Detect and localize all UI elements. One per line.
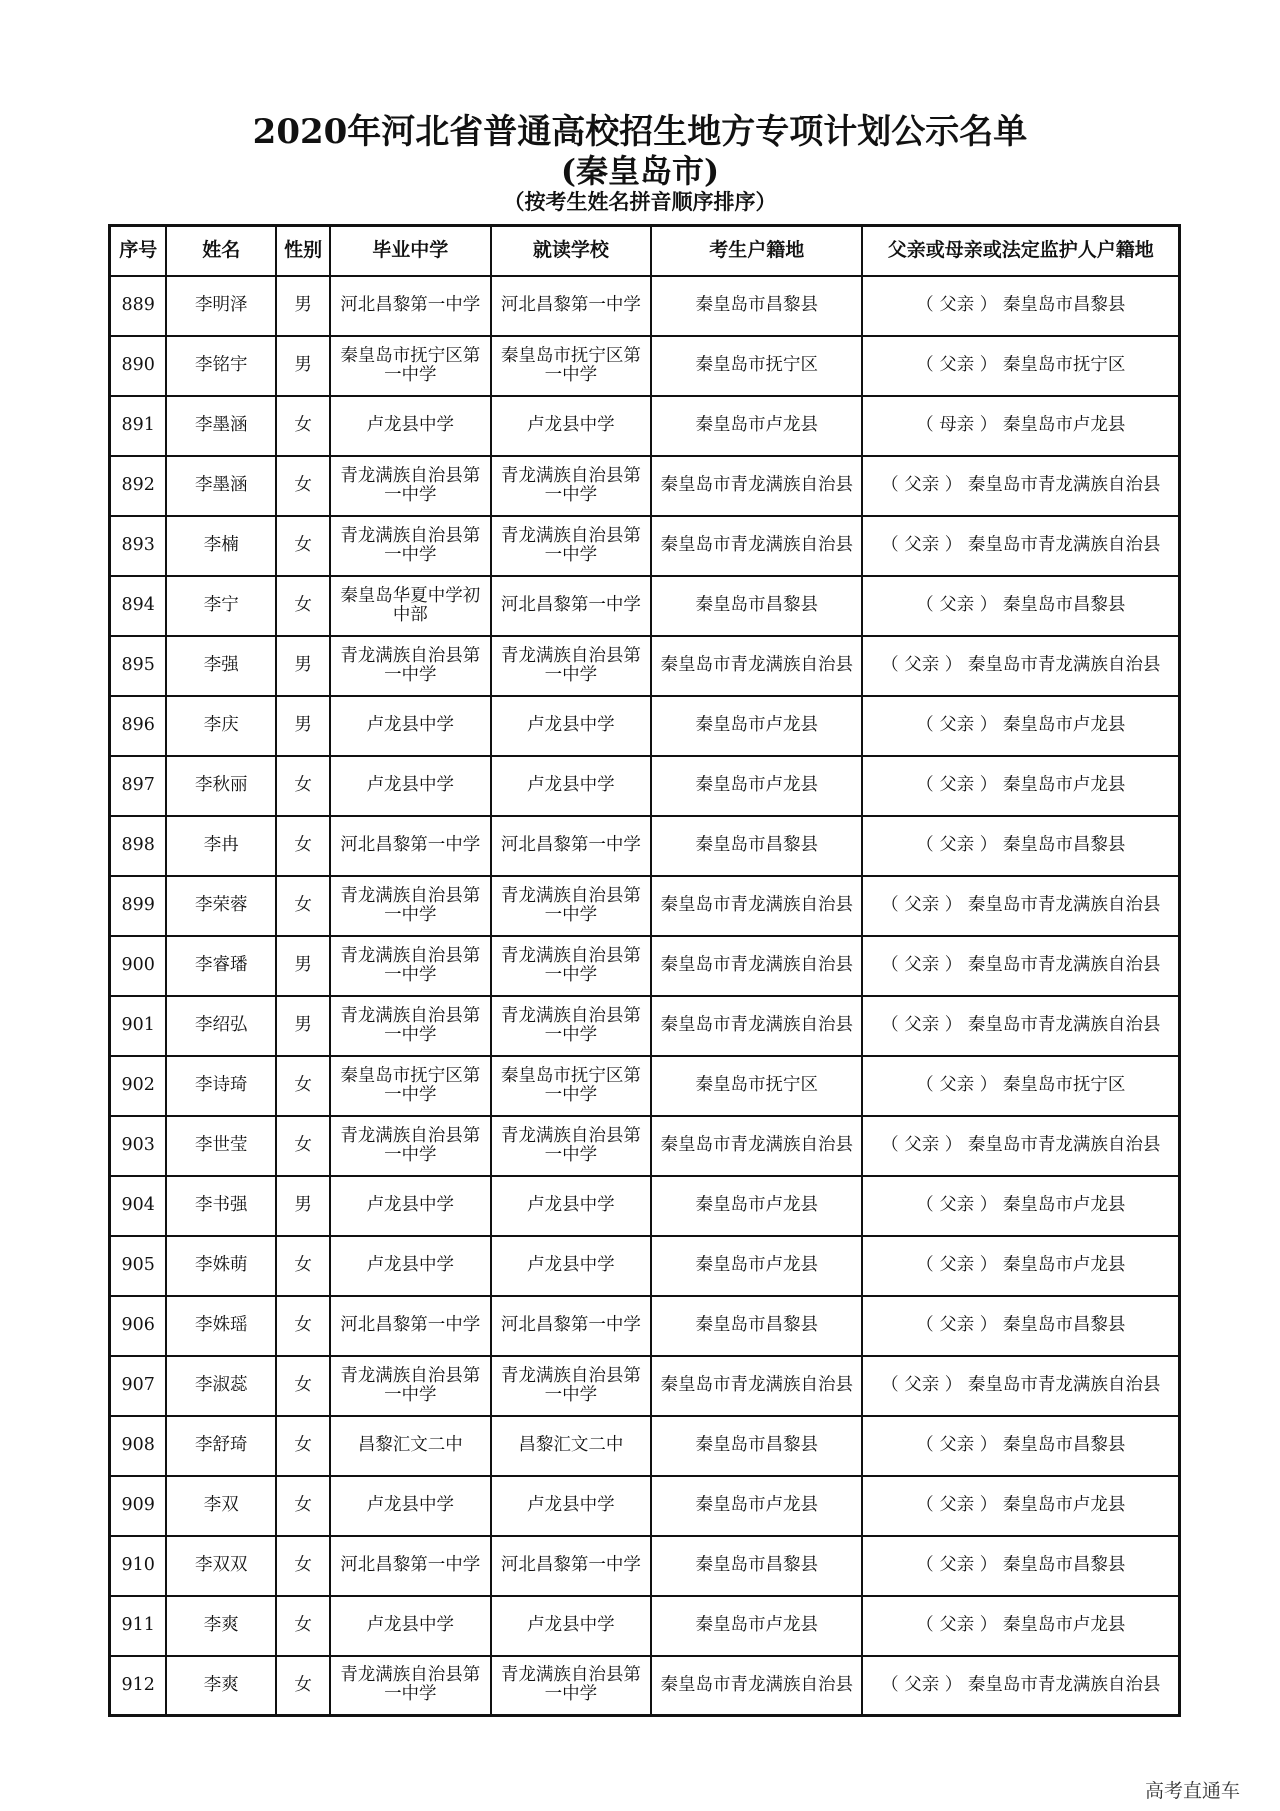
cell-current-school: 卢龙县中学: [491, 1176, 652, 1236]
cell-guardian-hukou: （ 父亲 ） 秦皇岛市卢龙县: [862, 756, 1179, 816]
cell-guardian-hukou: （ 父亲 ） 秦皇岛市卢龙县: [862, 1236, 1179, 1296]
cell-current-school: 青龙满族自治县第一中学: [491, 1116, 652, 1176]
cell-current-school: 卢龙县中学: [491, 396, 652, 456]
cell-current-school: 青龙满族自治县第一中学: [491, 936, 652, 996]
cell-seq: 899: [110, 876, 167, 936]
cell-seq: 910: [110, 1536, 167, 1596]
cell-student-hukou: 秦皇岛市卢龙县: [651, 1476, 862, 1536]
column-header-guardian-hukou: 父亲或母亲或法定监护人户籍地: [862, 226, 1179, 276]
cell-gender: 女: [276, 756, 330, 816]
cell-current-school: 河北昌黎第一中学: [491, 276, 652, 336]
table-row: [110, 1536, 1180, 1596]
column-header-current-school: 就读学校: [491, 226, 652, 276]
cell-current-school: 卢龙县中学: [491, 1596, 652, 1656]
cell-guardian-hukou: （ 父亲 ） 秦皇岛市昌黎县: [862, 576, 1179, 636]
cell-current-school: 青龙满族自治县第一中学: [491, 1656, 652, 1716]
cell-gender: 女: [276, 1056, 330, 1116]
table-row: [110, 1296, 1180, 1356]
cell-gender: 男: [276, 996, 330, 1056]
table-row: [110, 1356, 1180, 1416]
table-row: [110, 396, 1180, 456]
cell-gender: 女: [276, 576, 330, 636]
cell-guardian-hukou: （ 父亲 ） 秦皇岛市青龙满族自治县: [862, 1656, 1179, 1716]
cell-gender: 女: [276, 1656, 330, 1716]
table-header-row: [110, 226, 1180, 276]
cell-guardian-hukou: （ 父亲 ） 秦皇岛市昌黎县: [862, 1296, 1179, 1356]
cell-seq: 912: [110, 1656, 167, 1716]
cell-name: 李明泽: [166, 276, 276, 336]
cell-current-school: 河北昌黎第一中学: [491, 1296, 652, 1356]
cell-name: 李舒琦: [166, 1416, 276, 1476]
watermark-text: 高考直通车: [1144, 1780, 1240, 1802]
cell-gender: 女: [276, 456, 330, 516]
cell-name: 李双: [166, 1476, 276, 1536]
cell-graduate-school: 青龙满族自治县第一中学: [330, 936, 491, 996]
cell-student-hukou: 秦皇岛市昌黎县: [651, 1536, 862, 1596]
cell-guardian-hukou: （ 父亲 ） 秦皇岛市卢龙县: [862, 1596, 1179, 1656]
cell-gender: 女: [276, 396, 330, 456]
cell-guardian-hukou: （ 父亲 ） 秦皇岛市青龙满族自治县: [862, 876, 1179, 936]
cell-gender: 女: [276, 816, 330, 876]
column-header-graduate-school: 毕业中学: [330, 226, 491, 276]
cell-current-school: 青龙满族自治县第一中学: [491, 996, 652, 1056]
admission-list-table: [108, 224, 1181, 1717]
cell-student-hukou: 秦皇岛市青龙满族自治县: [651, 516, 862, 576]
cell-guardian-hukou: （ 父亲 ） 秦皇岛市青龙满族自治县: [862, 516, 1179, 576]
cell-seq: 895: [110, 636, 167, 696]
cell-current-school: 青龙满族自治县第一中学: [491, 516, 652, 576]
cell-seq: 896: [110, 696, 167, 756]
cell-student-hukou: 秦皇岛市抚宁区: [651, 1056, 862, 1116]
table-row: [110, 1416, 1180, 1476]
table-row: [110, 576, 1180, 636]
cell-seq: 902: [110, 1056, 167, 1116]
cell-student-hukou: 秦皇岛市青龙满族自治县: [651, 876, 862, 936]
cell-graduate-school: 卢龙县中学: [330, 396, 491, 456]
cell-name: 李姝萌: [166, 1236, 276, 1296]
cell-student-hukou: 秦皇岛市卢龙县: [651, 1176, 862, 1236]
cell-graduate-school: 青龙满族自治县第一中学: [330, 1116, 491, 1176]
cell-seq: 904: [110, 1176, 167, 1236]
table-row: [110, 1476, 1180, 1536]
cell-student-hukou: 秦皇岛市昌黎县: [651, 1416, 862, 1476]
cell-graduate-school: 青龙满族自治县第一中学: [330, 516, 491, 576]
table-row: [110, 1056, 1180, 1116]
cell-seq: 908: [110, 1416, 167, 1476]
cell-student-hukou: 秦皇岛市青龙满族自治县: [651, 996, 862, 1056]
cell-student-hukou: 秦皇岛市卢龙县: [651, 1596, 862, 1656]
cell-gender: 女: [276, 1536, 330, 1596]
table-row: [110, 516, 1180, 576]
table-row: [110, 1656, 1180, 1716]
cell-gender: 女: [276, 1236, 330, 1296]
cell-student-hukou: 秦皇岛市抚宁区: [651, 336, 862, 396]
cell-current-school: 卢龙县中学: [491, 696, 652, 756]
table-row: [110, 1236, 1180, 1296]
cell-guardian-hukou: （ 父亲 ） 秦皇岛市昌黎县: [862, 816, 1179, 876]
cell-seq: 903: [110, 1116, 167, 1176]
cell-seq: 911: [110, 1596, 167, 1656]
cell-gender: 男: [276, 936, 330, 996]
column-header-gender: 性别: [276, 226, 330, 276]
cell-student-hukou: 秦皇岛市昌黎县: [651, 1296, 862, 1356]
cell-name: 李强: [166, 636, 276, 696]
cell-current-school: 秦皇岛市抚宁区第一中学: [491, 1056, 652, 1116]
cell-gender: 女: [276, 1296, 330, 1356]
cell-student-hukou: 秦皇岛市昌黎县: [651, 816, 862, 876]
cell-gender: 女: [276, 1416, 330, 1476]
cell-name: 李双双: [166, 1536, 276, 1596]
cell-name: 李诗琦: [166, 1056, 276, 1116]
cell-guardian-hukou: （ 父亲 ） 秦皇岛市卢龙县: [862, 1176, 1179, 1236]
cell-student-hukou: 秦皇岛市青龙满族自治县: [651, 1656, 862, 1716]
cell-guardian-hukou: （ 父亲 ） 秦皇岛市抚宁区: [862, 1056, 1179, 1116]
cell-seq: 897: [110, 756, 167, 816]
cell-graduate-school: 卢龙县中学: [330, 1476, 491, 1536]
cell-seq: 901: [110, 996, 167, 1056]
column-header-seq: 序号: [110, 226, 167, 276]
cell-current-school: 青龙满族自治县第一中学: [491, 876, 652, 936]
cell-current-school: 卢龙县中学: [491, 1476, 652, 1536]
page-subtitle: (秦皇岛市): [560, 152, 720, 190]
cell-current-school: 秦皇岛市抚宁区第一中学: [491, 336, 652, 396]
cell-graduate-school: 卢龙县中学: [330, 696, 491, 756]
cell-name: 李爽: [166, 1596, 276, 1656]
cell-graduate-school: 河北昌黎第一中学: [330, 1536, 491, 1596]
cell-name: 李墨涵: [166, 456, 276, 516]
cell-name: 李绍弘: [166, 996, 276, 1056]
cell-current-school: 卢龙县中学: [491, 1236, 652, 1296]
column-header-student-hukou: 考生户籍地: [651, 226, 862, 276]
cell-gender: 男: [276, 336, 330, 396]
table-row: [110, 456, 1180, 516]
table-row: [110, 696, 1180, 756]
cell-seq: 898: [110, 816, 167, 876]
cell-student-hukou: 秦皇岛市卢龙县: [651, 1236, 862, 1296]
cell-graduate-school: 卢龙县中学: [330, 756, 491, 816]
cell-graduate-school: 河北昌黎第一中学: [330, 1296, 491, 1356]
cell-seq: 889: [110, 276, 167, 336]
page-title: 2020年河北省普通高校招生地方专项计划公示名单: [252, 112, 1028, 152]
table-row: [110, 936, 1180, 996]
cell-current-school: 河北昌黎第一中学: [491, 576, 652, 636]
cell-graduate-school: 青龙满族自治县第一中学: [330, 1656, 491, 1716]
cell-student-hukou: 秦皇岛市青龙满族自治县: [651, 936, 862, 996]
cell-current-school: 卢龙县中学: [491, 756, 652, 816]
cell-seq: 900: [110, 936, 167, 996]
cell-gender: 女: [276, 516, 330, 576]
cell-gender: 男: [276, 696, 330, 756]
table-row: [110, 756, 1180, 816]
cell-seq: 892: [110, 456, 167, 516]
table-row: [110, 636, 1180, 696]
table-row: [110, 996, 1180, 1056]
cell-seq: 893: [110, 516, 167, 576]
cell-graduate-school: 青龙满族自治县第一中学: [330, 996, 491, 1056]
cell-gender: 女: [276, 1476, 330, 1536]
cell-name: 李姝瑶: [166, 1296, 276, 1356]
cell-student-hukou: 秦皇岛市卢龙县: [651, 396, 862, 456]
cell-graduate-school: 昌黎汇文二中: [330, 1416, 491, 1476]
sort-note: （按考生姓名拼音顺序排序）: [503, 189, 777, 214]
cell-current-school: 青龙满族自治县第一中学: [491, 456, 652, 516]
cell-graduate-school: 秦皇岛市抚宁区第一中学: [330, 336, 491, 396]
cell-guardian-hukou: （ 父亲 ） 秦皇岛市抚宁区: [862, 336, 1179, 396]
cell-student-hukou: 秦皇岛市卢龙县: [651, 756, 862, 816]
cell-name: 李墨涵: [166, 396, 276, 456]
cell-graduate-school: 青龙满族自治县第一中学: [330, 636, 491, 696]
cell-student-hukou: 秦皇岛市青龙满族自治县: [651, 636, 862, 696]
cell-name: 李睿璠: [166, 936, 276, 996]
cell-guardian-hukou: （ 父亲 ） 秦皇岛市青龙满族自治县: [862, 936, 1179, 996]
cell-graduate-school: 河北昌黎第一中学: [330, 276, 491, 336]
cell-current-school: 河北昌黎第一中学: [491, 1536, 652, 1596]
cell-name: 李铭宇: [166, 336, 276, 396]
cell-seq: 894: [110, 576, 167, 636]
cell-current-school: 昌黎汇文二中: [491, 1416, 652, 1476]
table-row: [110, 336, 1180, 396]
cell-guardian-hukou: （ 父亲 ） 秦皇岛市昌黎县: [862, 1416, 1179, 1476]
cell-name: 李淑蕊: [166, 1356, 276, 1416]
cell-student-hukou: 秦皇岛市昌黎县: [651, 576, 862, 636]
cell-guardian-hukou: （ 父亲 ） 秦皇岛市青龙满族自治县: [862, 1116, 1179, 1176]
cell-guardian-hukou: （ 父亲 ） 秦皇岛市青龙满族自治县: [862, 636, 1179, 696]
cell-name: 李荣蓉: [166, 876, 276, 936]
cell-seq: 906: [110, 1296, 167, 1356]
cell-gender: 女: [276, 1356, 330, 1416]
cell-current-school: 青龙满族自治县第一中学: [491, 636, 652, 696]
cell-graduate-school: 卢龙县中学: [330, 1236, 491, 1296]
cell-guardian-hukou: （ 父亲 ） 秦皇岛市青龙满族自治县: [862, 456, 1179, 516]
cell-guardian-hukou: （ 父亲 ） 秦皇岛市青龙满族自治县: [862, 996, 1179, 1056]
cell-name: 李世莹: [166, 1116, 276, 1176]
cell-gender: 男: [276, 276, 330, 336]
table-row: [110, 1596, 1180, 1656]
cell-graduate-school: 卢龙县中学: [330, 1596, 491, 1656]
cell-gender: 男: [276, 1176, 330, 1236]
cell-student-hukou: 秦皇岛市青龙满族自治县: [651, 1356, 862, 1416]
cell-graduate-school: 河北昌黎第一中学: [330, 816, 491, 876]
cell-graduate-school: 青龙满族自治县第一中学: [330, 456, 491, 516]
table-row: [110, 816, 1180, 876]
cell-guardian-hukou: （ 父亲 ） 秦皇岛市青龙满族自治县: [862, 1356, 1179, 1416]
cell-graduate-school: 青龙满族自治县第一中学: [330, 1356, 491, 1416]
cell-current-school: 河北昌黎第一中学: [491, 816, 652, 876]
cell-graduate-school: 卢龙县中学: [330, 1176, 491, 1236]
cell-name: 李冉: [166, 816, 276, 876]
cell-name: 李书强: [166, 1176, 276, 1236]
cell-gender: 女: [276, 876, 330, 936]
cell-name: 李宁: [166, 576, 276, 636]
cell-guardian-hukou: （ 母亲 ） 秦皇岛市卢龙县: [862, 396, 1179, 456]
cell-seq: 890: [110, 336, 167, 396]
cell-gender: 男: [276, 636, 330, 696]
cell-name: 李爽: [166, 1656, 276, 1716]
cell-current-school: 青龙满族自治县第一中学: [491, 1356, 652, 1416]
cell-graduate-school: 秦皇岛华夏中学初中部: [330, 576, 491, 636]
table-row: [110, 1176, 1180, 1236]
cell-graduate-school: 秦皇岛市抚宁区第一中学: [330, 1056, 491, 1116]
table-row: [110, 276, 1180, 336]
cell-seq: 909: [110, 1476, 167, 1536]
table-row: [110, 876, 1180, 936]
cell-student-hukou: 秦皇岛市青龙满族自治县: [651, 456, 862, 516]
column-header-name: 姓名: [166, 226, 276, 276]
cell-name: 李秋丽: [166, 756, 276, 816]
cell-guardian-hukou: （ 父亲 ） 秦皇岛市卢龙县: [862, 696, 1179, 756]
cell-seq: 907: [110, 1356, 167, 1416]
cell-student-hukou: 秦皇岛市昌黎县: [651, 276, 862, 336]
cell-guardian-hukou: （ 父亲 ） 秦皇岛市昌黎县: [862, 1536, 1179, 1596]
cell-student-hukou: 秦皇岛市青龙满族自治县: [651, 1116, 862, 1176]
table-row: [110, 1116, 1180, 1176]
cell-name: 李庆: [166, 696, 276, 756]
cell-seq: 905: [110, 1236, 167, 1296]
cell-graduate-school: 青龙满族自治县第一中学: [330, 876, 491, 936]
cell-guardian-hukou: （ 父亲 ） 秦皇岛市昌黎县: [862, 276, 1179, 336]
cell-name: 李楠: [166, 516, 276, 576]
cell-guardian-hukou: （ 父亲 ） 秦皇岛市卢龙县: [862, 1476, 1179, 1536]
cell-seq: 891: [110, 396, 167, 456]
cell-gender: 女: [276, 1116, 330, 1176]
cell-gender: 女: [276, 1596, 330, 1656]
cell-student-hukou: 秦皇岛市卢龙县: [651, 696, 862, 756]
